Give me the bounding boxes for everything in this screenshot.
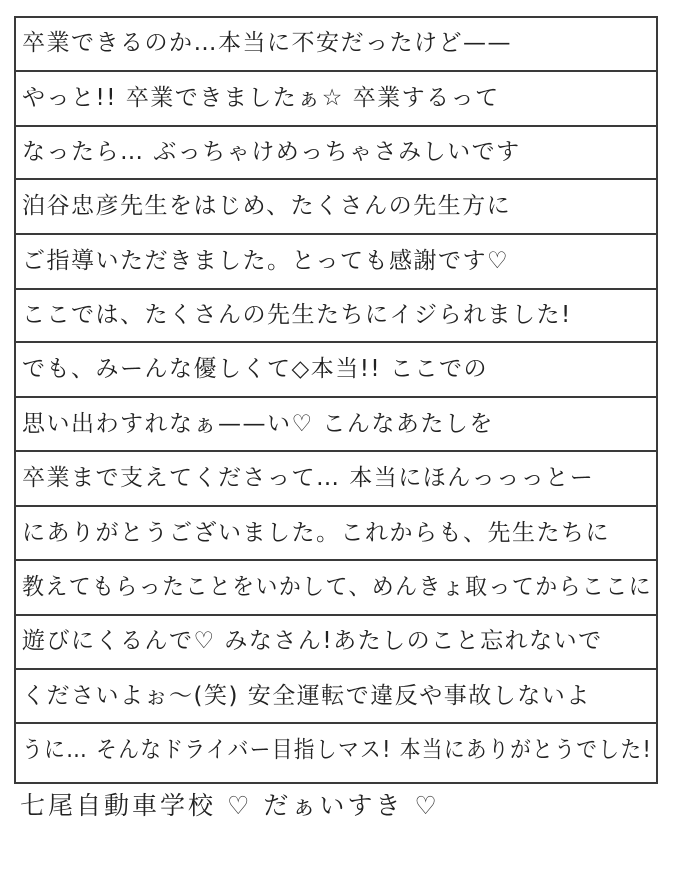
closing-text: だぁいすき	[263, 791, 404, 820]
letter-line-12: 遊びにくるんで♡ みなさん!あたしのこと忘れないで	[22, 628, 603, 654]
letter-line-1: 卒業できるのか…本当に不安だったけど——	[22, 30, 512, 56]
ruled-line	[14, 233, 658, 235]
heart-icon: ♡	[226, 791, 253, 820]
letter-line-10: にありがとうございました。これからも、先生たちに	[22, 520, 610, 546]
ruled-line	[14, 288, 658, 290]
letter-line-7: でも、みーんな優しくて◇本当!! ここでの	[22, 356, 488, 382]
ruled-line	[14, 722, 658, 724]
ruled-line	[14, 450, 658, 452]
ruled-line	[14, 396, 658, 398]
heart-icon: ♡	[414, 791, 440, 820]
letter-line-8: 思い出わすれなぁ——い♡ こんなあたしを	[22, 411, 494, 437]
letter-line-6: ここでは、たくさんの先生たちにイジられました!	[22, 302, 572, 328]
ruled-line	[14, 668, 658, 670]
ruled-line	[14, 505, 658, 507]
ruled-line	[14, 178, 658, 180]
letter-line-3: なったら… ぶっちゃけめっちゃさみしいです	[22, 139, 521, 165]
letter-line-14: うに… そんなドライバー目指しマス! 本当にありがとうでした!	[22, 737, 653, 763]
letter-line-2: やっと!! 卒業できましたぁ☆ 卒業するって	[22, 85, 500, 111]
letter-line-13: くださいよぉ〜(笑) 安全運転で違反や事故しないよ	[22, 683, 591, 709]
ruled-line	[14, 341, 658, 343]
letter-line-5: ご指導いただきました。とっても感謝です♡	[22, 248, 510, 274]
letter-line-11: 教えてもらったことをいかして、めんきょ取ってからここに	[22, 574, 652, 600]
ruled-line	[14, 614, 658, 616]
ruled-line	[14, 70, 658, 72]
ruled-line	[14, 559, 658, 561]
signature-line	[20, 786, 440, 826]
ruled-line	[14, 125, 658, 127]
school-name: 七尾自動車学校	[20, 791, 217, 820]
letter-line-9: 卒業まで支えてくださって… 本当にほんっっっとー	[22, 465, 595, 491]
letter-line-4: 泊谷忠彦先生をはじめ、たくさんの先生方に	[22, 193, 512, 219]
